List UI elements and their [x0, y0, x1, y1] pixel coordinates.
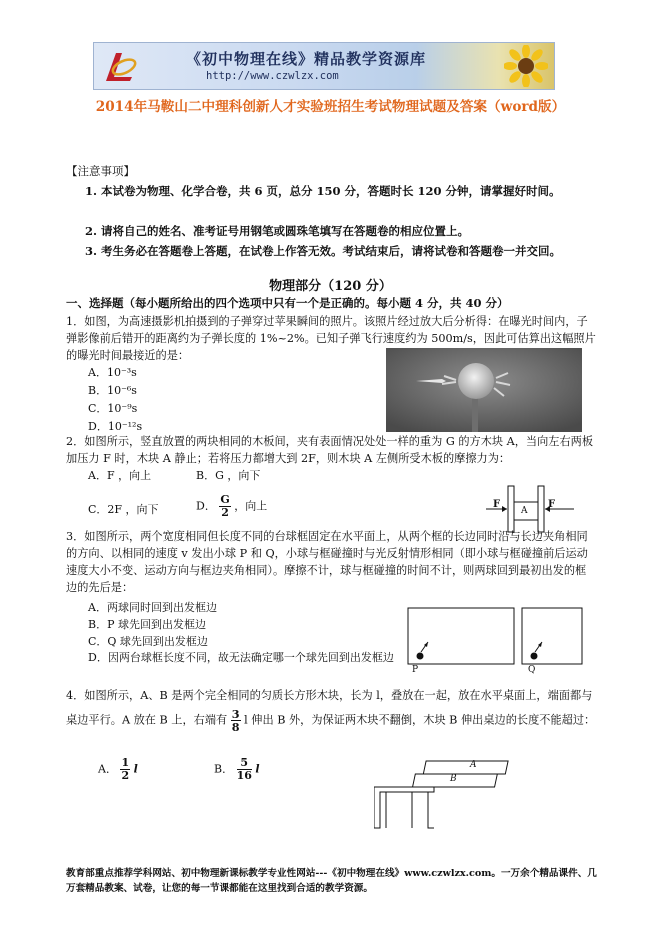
q2-option-d: [196, 494, 267, 519]
header-banner: [93, 42, 555, 90]
q2-force-right-label: F: [548, 499, 556, 510]
q4-option-b: [214, 757, 260, 782]
question-4-stem: [66, 684, 596, 733]
q2-option-a: A．F ，向上: [88, 469, 152, 482]
q4-stem-fraction: [231, 708, 241, 733]
q3-option-c: C．Q 球先回到出发框边: [88, 635, 208, 648]
q3-option-b: B．P 球先回到出发框边: [88, 618, 206, 631]
banner-url[interactable]: http://www.czwlzx.com: [206, 70, 339, 82]
fraction-denominator: 2: [121, 769, 130, 782]
fraction-numerator: 3: [231, 707, 240, 721]
page-footer: 教育部重点推荐学科网站、初中物理新课标教学专业性网站---《初中物理在线》www.czwlzx.com。一万余个精品课件、几万套精品教案、试卷，让您的每一节课都能在这里找到合适的教学资源。: [66, 868, 597, 894]
q1-option-b: B．10⁻⁶s: [88, 384, 137, 397]
q4-option-a-letter: A．: [98, 762, 117, 776]
q4-label-a: A: [470, 760, 477, 770]
fraction-denominator: 16: [236, 769, 252, 782]
document-title: 2014年马鞍山二中理科创新人才实验班招生考试物理试题及答案（word版）: [95, 99, 566, 115]
bullet-apple-photo: [386, 348, 582, 432]
q1-option-d: D．10⁻¹²s: [88, 420, 143, 433]
q3-figure: [404, 606, 586, 676]
q2-option-d-text: ，向上: [234, 499, 268, 513]
q2-force-left-label: F: [493, 499, 501, 510]
q4-option-b-var: l: [255, 762, 260, 776]
question-3-stem: 3．如图所示，两个宽度相同但长度不同的台球框固定在水平面上，从两个框的长边同时沿与长边夹角相同的方向、以相同的速度 v 发出小球 P 和 Q，小球与框碰撞时与光反射情形相同（即小球与框碰撞前后运动速度大小不变、运动方向与框边夹角相同）。摩擦不计，球与框碰撞的时间不计，则两球回到最初出发的框边的先后是：: [66, 530, 588, 594]
q2-fraction: [219, 494, 230, 519]
q1-option-a: A．10⁻³s: [88, 366, 137, 379]
question-1-stem: 1．如图，为高速摄影机拍摄到的子弹穿过苹果瞬间的照片。该照片经过放大后分析得：在曝光时间内，子弹影像前后错开的距离约为子弹长度的 1%~2%。已知子弹飞行速度约为 500m/s，因此可估算出这幅照片的曝光时间最接近的是：: [66, 315, 596, 362]
q4-option-b-letter: B．: [214, 762, 234, 776]
q4-option-a: [98, 757, 138, 782]
q2-option-c: C．2F ，向下: [88, 503, 159, 516]
logo-icon: [102, 47, 138, 85]
q4-option-b-fraction: [237, 757, 252, 782]
q2-block-label: A: [521, 506, 528, 516]
q1-option-c: C．10⁻⁹s: [88, 402, 138, 415]
q3-option-d: D．因两台球框长度不同，故无法确定哪一个球先回到出发框边: [88, 651, 394, 664]
notes-heading: 【注意事项】: [66, 164, 135, 178]
q3-label-q: Q: [528, 665, 536, 675]
q3-option-a: A．两球同时回到出发框边: [88, 601, 217, 614]
fraction-denominator: 8: [231, 720, 240, 734]
q2-option-b: B．G ，向下: [196, 469, 261, 482]
q4-option-a-fraction: [120, 757, 130, 782]
q3-label-p: P: [412, 665, 419, 675]
fraction-numerator: 1: [121, 756, 130, 769]
fraction-denominator: 2: [221, 506, 229, 519]
fraction-numerator: G: [220, 493, 230, 506]
note-item: 2. 请将自己的姓名、准考证号用钢笔或圆珠笔填写在答题卷的相应位置上。: [85, 224, 470, 238]
q4-label-b: B: [450, 774, 457, 784]
note-item: 3. 考生务必在答题卷上答题，在试卷上作答无效。考试结束后，请将试卷和答题卷一并交回。: [85, 244, 562, 258]
part-heading: 一、选择题（每小题所给出的四个选项中只有一个是正确的。每小题 4 分，共 40 分）: [66, 296, 509, 310]
q2-option-d-letter: D．: [196, 499, 216, 513]
section-title: 物理部分（120 分）: [269, 279, 392, 294]
q4-stem-part-a: 4．如图所示，A、B 是两个完全相同的匀质长方形木块，长为 l，叠放在一起，放在水平桌面上，端面都与桌边平行。A 放在 B 上，右端有: [66, 689, 593, 727]
question-2-stem: 2．如图所示，竖直放置的两块相同的木板间，夹有表面情况处处一样的重为 G 的方木块 A，当向左右两板加压力 F 时，木块 A 静止；若将压力都增大到 2F，则木块 A 左侧所受木板的摩擦力为：: [66, 435, 594, 465]
fraction-numerator: 5: [237, 757, 252, 770]
note-item: 1. 本试卷为物理、化学合卷，共 6 页，总分 150 分，答题时长 120 分钟，请掌握好时间。: [85, 184, 561, 198]
q4-option-a-var: l: [133, 762, 138, 776]
banner-title: 《初中物理在线》精品教学资源库: [186, 50, 427, 68]
sunflower-icon: [504, 45, 548, 87]
q4-stem-part-b: l 伸出 B 外，为保证两木块不翻倒，木块 B 伸出桌边的长度不能超过：: [244, 713, 596, 727]
